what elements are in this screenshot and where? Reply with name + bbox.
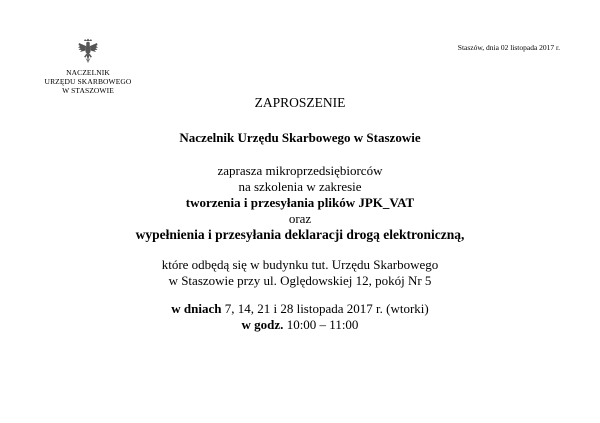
hours-line	[0, 317, 600, 333]
dates-label: w dniach	[171, 301, 222, 316]
invite-line-1: zaprasza mikroprzedsiębiorców	[217, 163, 383, 178]
organizer-name: Naczelnik Urzędu Skarbowego w Staszowie	[179, 130, 421, 145]
schedule-details	[0, 301, 600, 333]
place-and-date: Staszów, dnia 02 listopada 2017 r.	[457, 43, 560, 52]
issuer-name	[40, 68, 136, 95]
dates-value: 7, 14, 21 i 28 listopada 2017 r. (wtorki)	[221, 301, 429, 316]
training-topic-1: tworzenia i przesyłania plików JPK_VAT	[185, 195, 415, 210]
training-topic-2: wypełnienia i przesyłania deklaracji drogą elektroniczną,	[135, 227, 465, 242]
document-title: ZAPROSZENIE	[254, 95, 346, 110]
dates-line	[0, 301, 600, 317]
venue-line-2: w Staszowie przy ul. Oględowskiej 12, pokój Nr 5	[168, 273, 432, 288]
issuer-line-3: W STASZOWIE	[62, 86, 114, 95]
issuer-line-1: NACZELNIK	[66, 68, 110, 77]
invitation-body	[0, 95, 600, 333]
polish-eagle-emblem-icon	[77, 38, 99, 64]
issuer-line-2: URZĘDU SKARBOWEGO	[44, 77, 132, 86]
venue-line-1: które odbędą się w budynku tut. Urzędu Skarbowego	[161, 257, 439, 272]
invitation-details	[0, 163, 600, 243]
invite-line-2: na szkolenia w zakresie	[238, 179, 362, 194]
venue-details	[0, 257, 600, 289]
conjunction-text: oraz	[288, 211, 312, 226]
hours-label: w godz.	[241, 317, 284, 332]
issuer-header	[40, 38, 136, 95]
hours-value: 10:00 – 11:00	[283, 317, 359, 332]
